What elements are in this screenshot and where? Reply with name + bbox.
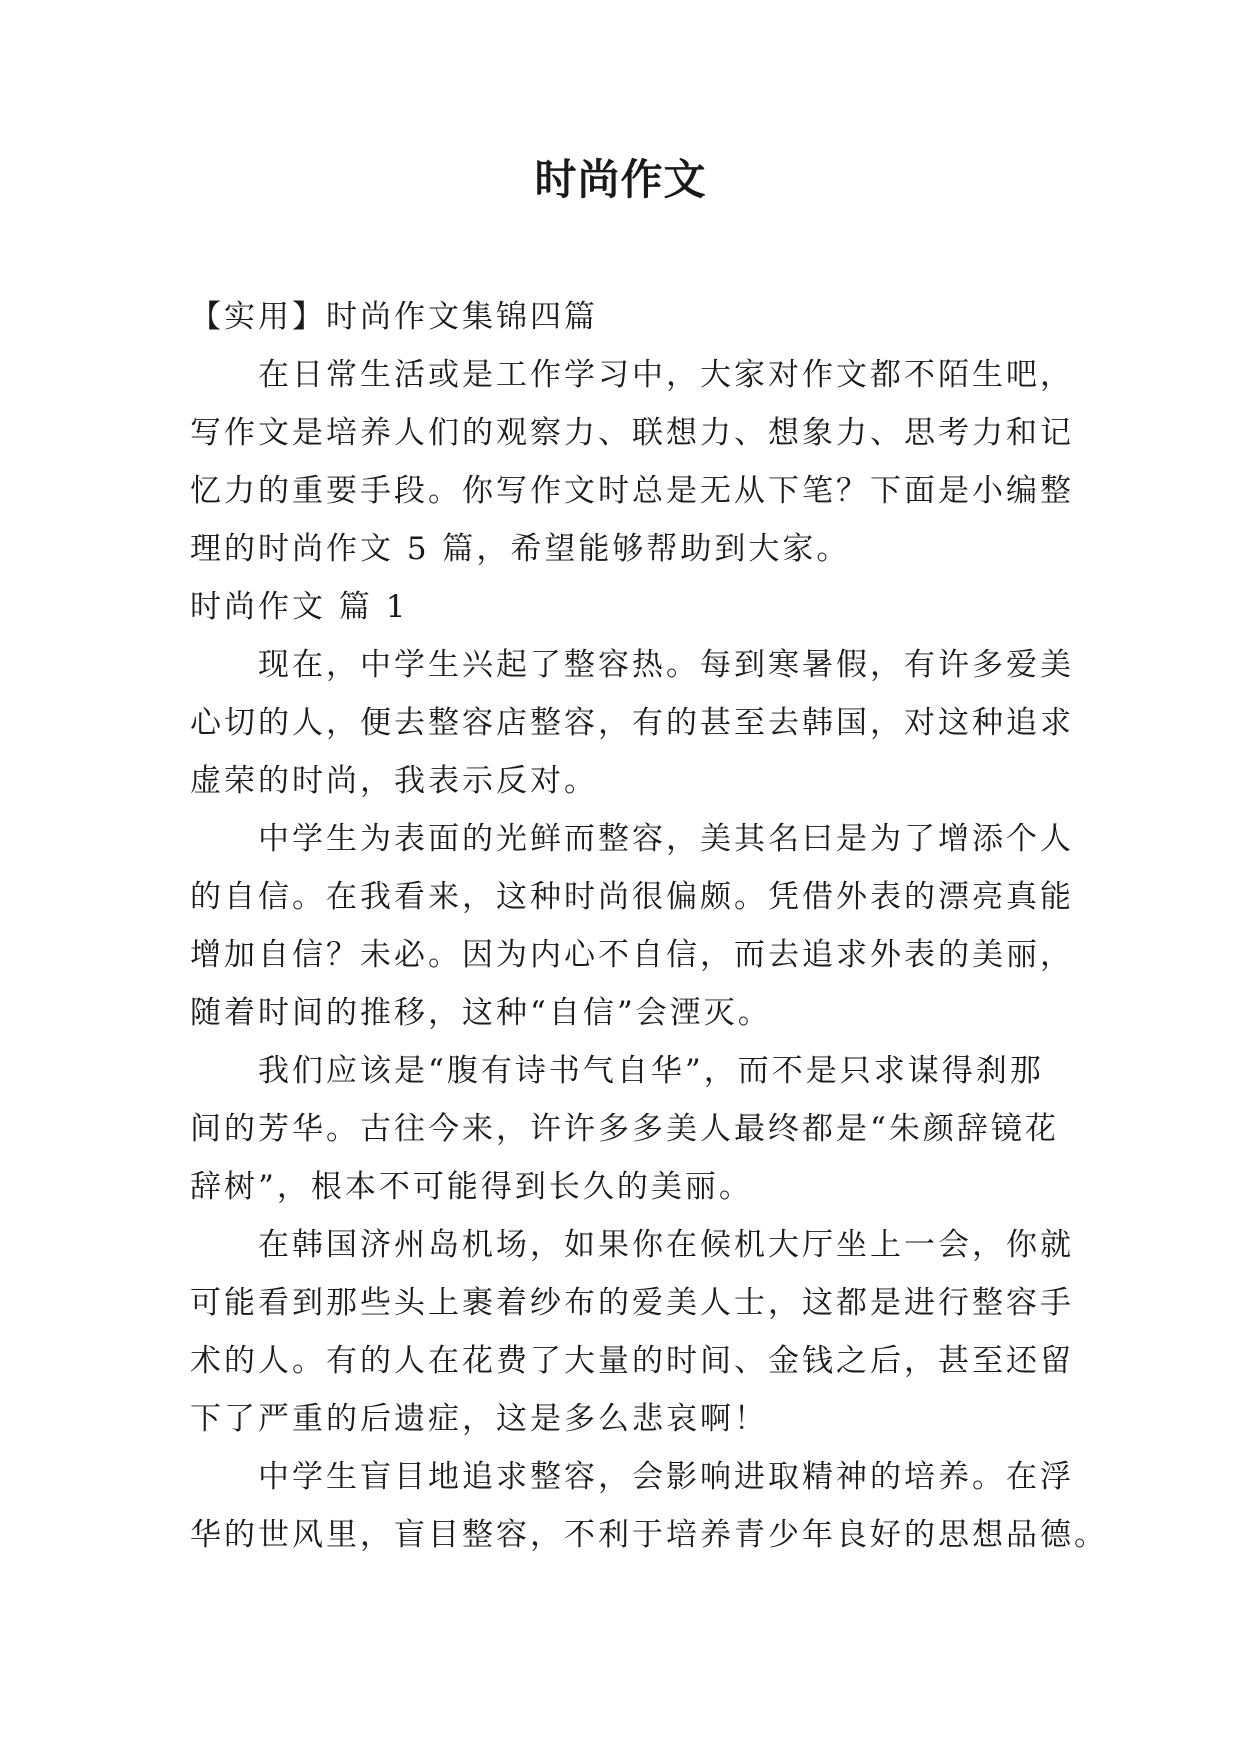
text-line: 虚荣的时尚，我表示反对。 <box>190 763 598 799</box>
text-line: 随着时间的推移，这种“自信”会湮灭。 <box>190 995 772 1031</box>
text-line: 心切的人，便去整容店整容，有的甚至去韩国，对这种追求 <box>190 705 1074 741</box>
text-line: 理的时尚作文 5 篇，希望能够帮助到大家。 <box>190 531 851 567</box>
text-line: 中学生为表面的光鲜而整容，美其名曰是为了增添个人 <box>258 821 1074 857</box>
text-line: 写作文是培养人们的观察力、联想力、想象力、思考力和记 <box>190 415 1074 451</box>
text-line: 我们应该是“腹有诗书气自华”，而不是只求谋得刹那 <box>258 1053 1044 1089</box>
text-line: 在韩国济州岛机场，如果你在候机大厅坐上一会，你就 <box>258 1227 1074 1263</box>
text-line: 间的芳华。古往今来，许许多多美人最终都是“朱颜辞镜花 <box>190 1111 1059 1147</box>
text-line: 华的世风里，盲目整容，不利于培养青少年良好的思想品德。 <box>190 1517 1108 1553</box>
text-line: 术的人。有的人在花费了大量的时间、金钱之后，甚至还留 <box>190 1343 1074 1379</box>
text-line: 下了严重的后遗症，这是多么悲哀啊！ <box>190 1401 768 1437</box>
text-line: 辞树”，根本不可能得到长久的美丽。 <box>190 1169 753 1205</box>
text-line: 的自信。在我看来，这种时尚很偏颇。凭借外表的漂亮真能 <box>190 879 1074 915</box>
text-line: 在日常生活或是工作学习中，大家对作文都不陌生吧， <box>258 357 1074 393</box>
text-line: 可能看到那些头上裹着纱布的爱美人士，这都是进行整容手 <box>190 1285 1074 1321</box>
text-line: 增加自信？未必。因为内心不自信，而去追求外表的美丽， <box>190 937 1074 973</box>
document-title: 时尚作文 <box>534 155 707 204</box>
text-line: 时尚作文 篇 1 <box>190 589 409 625</box>
text-line: 【实用】时尚作文集锦四篇 <box>190 299 598 335</box>
text-line: 忆力的重要手段。你写作文时总是无从下笔？下面是小编整 <box>190 473 1074 509</box>
text-line: 现在，中学生兴起了整容热。每到寒暑假，有许多爱美 <box>258 647 1074 683</box>
document-body <box>190 288 1108 1564</box>
text-line: 中学生盲目地追求整容，会影响进取精神的培养。在浮 <box>258 1459 1074 1495</box>
